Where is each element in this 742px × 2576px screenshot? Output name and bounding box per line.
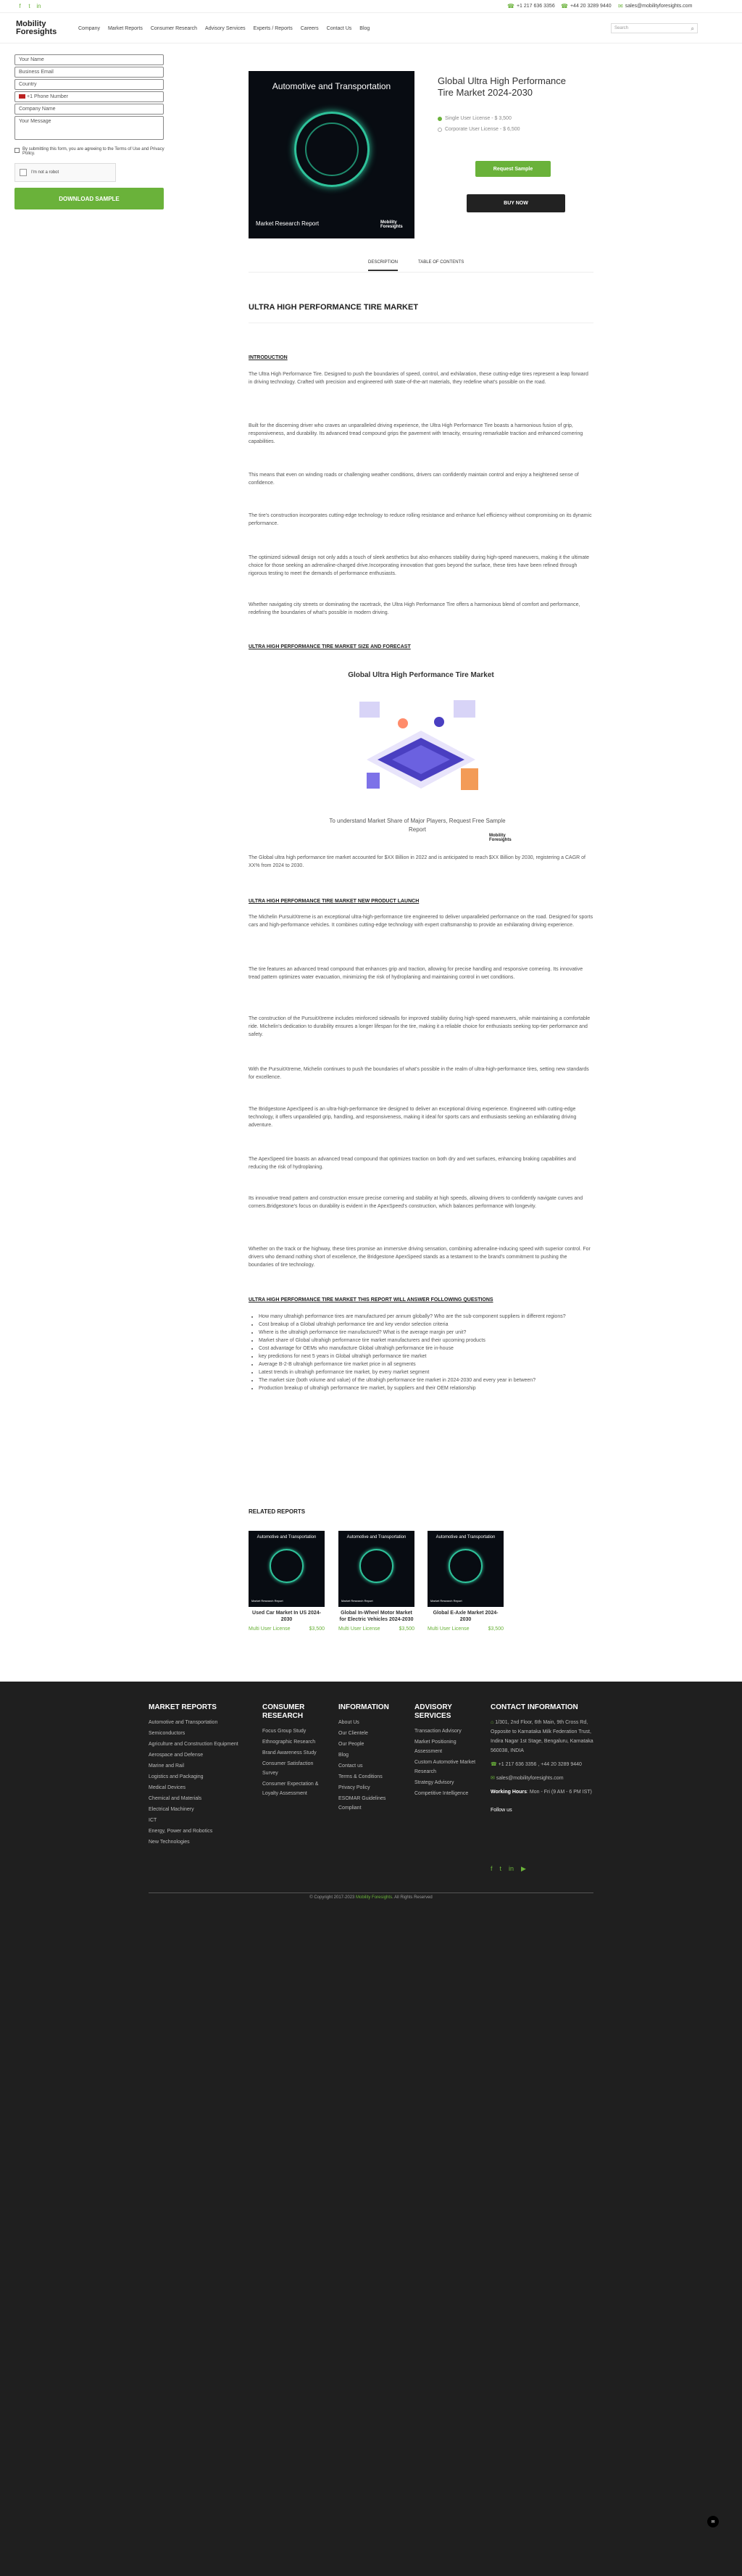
site-footer	[0, 1682, 742, 2576]
license-corporate-text: Corporate User License - $ 6,500	[445, 127, 520, 132]
facebook-icon[interactable]: f	[491, 1865, 493, 1872]
footer-link[interactable]: ESOMAR Guidelines Compliant	[338, 1796, 386, 1811]
launch-heading: ULTRA HIGH PERFORMANCE TIRE MARKET NEW PRODUCT LAUNCH	[249, 899, 420, 904]
list-item: • Average B-2-B ultrahigh performance tire market price in all segments	[259, 1361, 592, 1368]
product-title: Global Ultra High Performance Tire Market 2024-2030	[438, 75, 567, 98]
hours-label: Working Hours	[491, 1790, 528, 1795]
gauge-graphic	[270, 1549, 304, 1583]
footer-link[interactable]: ICT	[149, 1818, 157, 1823]
tab-table-of-contents[interactable]: TABLE OF CONTENTS	[418, 260, 464, 265]
phone-field[interactable]	[14, 91, 164, 102]
chat-icon: ✉	[711, 2519, 715, 2525]
footer-link[interactable]: Chemical and Materials	[149, 1796, 202, 1801]
footer-link[interactable]: Consumer Satisfaction Survey	[262, 1761, 314, 1776]
related-card[interactable]	[249, 1531, 325, 1632]
list-item: • The market size (both volume and value) of the ultrahigh performance tire market in 2024-2030 and every year in between?	[259, 1377, 592, 1384]
list-item: • key predictions for next 5 years in Global ultrahigh performance tire market	[259, 1353, 592, 1360]
launch-paragraph-3: The construction of the PursuitXtreme includes reinforced sidewalls for improved stability during high-speed maneuvers, while maintaining a comfortable ride. Michelin's dedication to durability ensures a longer lifespan for the tire, making it a reliable choice for enthusiasts seeking top-tier performance and safety.	[249, 1016, 591, 1037]
nav-item-careers[interactable]: Careers	[300, 26, 319, 31]
search-icon[interactable]: ⌕	[691, 25, 694, 32]
footer-market-reports	[149, 1703, 246, 1848]
related-card[interactable]	[338, 1531, 414, 1632]
illu-box-2	[367, 773, 380, 789]
request-sample-label: Request Sample	[493, 166, 533, 172]
footer-link[interactable]: Custom Automotive Market Research	[414, 1760, 476, 1774]
captcha-label: I'm not a robot	[31, 170, 59, 175]
country-field[interactable]: Country	[14, 79, 164, 90]
footer-heading: CONTACT INFORMATION	[491, 1703, 578, 1711]
logo-line2: Foresights	[16, 28, 57, 36]
illu-person-2	[434, 717, 444, 727]
intro-paragraph-3: This means that even on winding roads or challenging weather conditions, drivers can confidently maintain control and enjoy a heightened sense of confidence.	[249, 473, 579, 486]
site-logo[interactable]	[16, 20, 67, 42]
nav-item-market-reports[interactable]: Market Reports	[107, 26, 143, 31]
linkedin-icon[interactable]: in	[509, 1865, 514, 1872]
related-license: Multi User License	[428, 1626, 470, 1632]
footer-link[interactable]: Privacy Policy	[338, 1785, 370, 1790]
twitter-icon[interactable]: t	[499, 1865, 502, 1872]
launch-paragraph-5: The Bridgestone ApexSpeed is an ultra-high-performance tire designed to deliver an exceptional driving experience. Engineered with cutting-edge technology, it offers unparalleled grip, handling, and responsiveness, making it ideal for sports cars and enthusiasts seeking an exhilarating driving adventure.	[249, 1107, 577, 1128]
related-cover-footer: Market Research Report	[430, 1599, 462, 1603]
footer-heading: ADVISORY SERVICES	[414, 1703, 452, 1720]
related-cover-footer: Market Research Report	[251, 1599, 283, 1603]
copyright-pre: © Copyright 2017-2023	[309, 1895, 355, 1900]
consent-text: By submitting this form, you are agreeing to the Terms of Use and Privacy Policy.	[22, 147, 164, 156]
mail-icon: ✉	[618, 3, 623, 9]
license-single-text: Single User License - $ 3,500	[445, 116, 512, 121]
related-price: $3,500	[309, 1626, 325, 1632]
tab-description[interactable]: DESCRIPTION	[368, 260, 398, 271]
related-cover[interactable]	[338, 1531, 414, 1607]
phones-text: +1 217 636 3356 , +44 20 3289 9440	[498, 1762, 582, 1767]
chat-widget-button[interactable]	[707, 2516, 719, 2527]
footer-link[interactable]: Contact us	[338, 1763, 363, 1769]
illu-box	[461, 768, 478, 790]
launch-paragraph-4: With the PursuitXtreme, Michelin continues to push the boundaries of what's possible in the realm of ultra-high-performance tires, setting new standards for excellence.	[249, 1067, 589, 1080]
list-item: • How many ultrahigh performance tires are manufactured per annum globally? Who are the sub-component suppliers in different regions?	[259, 1313, 592, 1321]
related-title[interactable]: Global In-Wheel Motor Market for Electric Vehicles 2024-2030	[339, 1611, 414, 1622]
gauge-inner	[305, 122, 359, 176]
list-item: • Cost breakup of a Global ultrahigh performance tire and key vendor selection criteria	[259, 1321, 592, 1329]
watermark-line1: Mobility	[489, 834, 506, 838]
related-license: Multi User License	[338, 1626, 380, 1632]
nav-item-advisory[interactable]: Advisory Services	[205, 26, 246, 31]
phone-us-text: +1 217 636 3356	[516, 4, 555, 9]
footer-link[interactable]: About Us	[338, 1720, 359, 1725]
chart-watermark	[489, 834, 512, 842]
facebook-icon[interactable]: f	[19, 3, 21, 9]
copyright-post: . All Rights Reserved	[392, 1895, 433, 1900]
logo-line1: Mobility	[16, 20, 46, 28]
buy-now-button[interactable]: BUY NOW	[467, 194, 565, 212]
phone-placeholder: Phone Number	[33, 94, 69, 99]
footer-link[interactable]: Logistics and Packaging	[149, 1774, 204, 1779]
footer-link[interactable]: Competitive Intelligence	[414, 1791, 469, 1796]
email-field[interactable]: Business Email	[14, 67, 164, 78]
main-nav	[0, 13, 742, 43]
email-link[interactable]	[618, 3, 692, 9]
address-text: 1/301, 2nd Floor, 6th Main, 9th Cross Rd, Opposite to Karnataka Milk Federation Trust, Indira Nagar 1st Stage, Bengaluru, Karnataka 560038, INDIA	[491, 1720, 593, 1753]
list-item: • Latest trends in ultrahigh performance tire market, by every market segment	[259, 1369, 592, 1376]
footer-link[interactable]: Focus Group Study	[262, 1729, 307, 1734]
footer-link[interactable]: Market Positioning Assessment	[414, 1740, 457, 1754]
chart-title: Global Ultra High Performance Tire Market	[348, 671, 494, 679]
message-field[interactable]: Your Message	[14, 116, 164, 140]
footer-heading: INFORMATION	[338, 1703, 389, 1711]
phone-us[interactable]	[507, 3, 555, 9]
phone-icon: ☎	[561, 3, 568, 9]
footer-link[interactable]: Semiconductors	[149, 1731, 186, 1736]
copyright-brand[interactable]: Mobility Foresights	[356, 1895, 393, 1900]
footer-link[interactable]: Energy, Power and Robotics	[149, 1829, 213, 1834]
footer-information	[338, 1703, 404, 1814]
license-single[interactable]	[438, 116, 512, 121]
cover-logo-line2: Foresights	[380, 225, 403, 229]
related-title[interactable]: Global E-Axle Market 2024-2030	[433, 1611, 499, 1622]
footer-link[interactable]: Our Clientele	[338, 1731, 368, 1736]
related-cover-footer: Market Research Report	[341, 1599, 373, 1603]
related-cover[interactable]	[249, 1531, 325, 1607]
copyright	[0, 1895, 742, 1900]
related-cover[interactable]	[428, 1531, 504, 1607]
follow-us: Follow us	[491, 1808, 512, 1813]
illu-panel-left	[359, 702, 380, 718]
illu-panel-right	[454, 700, 475, 718]
footer-link[interactable]: Transaction Advisory	[414, 1729, 462, 1734]
footer-link[interactable]: Aerospace and Defense	[149, 1753, 204, 1758]
questions-heading: ULTRA HIGH PERFORMANCE TIRE MARKET THIS REPORT WILL ANSWER FOLLOWING QUESTIONS	[249, 1297, 493, 1302]
intro-paragraph-2: Built for the discerning driver who craves an unparalleled driving experience, the Ultra High Performance Tire boasts a harmonious fusion of grip, responsiveness, and durability. Its advanced tread compound grips the pavement with tenacity, ensuring remarkable traction and enhanced cornering capabilities.	[249, 423, 583, 444]
footer-heading: CONSUMER RESEARCH	[262, 1703, 305, 1720]
footer-link[interactable]: Electrical Machinery	[149, 1807, 194, 1812]
launch-paragraph-6: The ApexSpeed tire boasts an advanced tread compound that optimizes traction on both dry and wet surfaces, enhancing braking capabilities and reducing the risk of hydroplaning.	[249, 1157, 576, 1170]
related-card[interactable]	[428, 1531, 504, 1632]
launch-paragraph-7: Its innovative tread pattern and construction ensure precise cornering and stability at high speeds, allowing drivers to confidently navigate curves and corners.Bridgestone's focus on durability is evident in the ApexSpeed's construction, which balances performance with longevity.	[249, 1196, 583, 1209]
related-cover-title: Automotive and Transportation	[435, 1535, 496, 1540]
footer-phones[interactable]	[491, 1760, 596, 1769]
phone-uk-text: +44 20 3289 9440	[570, 4, 612, 9]
phone-icon: ☎	[507, 3, 514, 9]
request-sample-button[interactable]	[475, 161, 551, 177]
tab-divider	[249, 272, 593, 273]
report-cover	[249, 71, 414, 238]
footer-link[interactable]: New Technologies	[149, 1840, 190, 1845]
related-title[interactable]: Used Car Market In US 2024-2030	[252, 1611, 321, 1622]
footer-link[interactable]: Marine and Rail	[149, 1763, 185, 1769]
footer-link[interactable]: Ethnographic Research	[262, 1740, 316, 1745]
consent-checkbox[interactable]	[14, 147, 167, 156]
nav-item-consumer-research[interactable]: Consumer Research	[150, 26, 198, 31]
footer-link[interactable]: Terms & Conditions	[338, 1774, 383, 1779]
phone-icon: ☎	[491, 1762, 497, 1767]
footer-social	[491, 1865, 526, 1873]
launch-paragraph-1: The Michelin PursuitXtreme is an exceptional ultra-high-performance tire engineered to deliver unparalleled performance on the road. Designed for sports cars and high-performance vehicles. It combines cutting-edge technology with expert craftsmanship to provide an exhilarating driving experience.	[249, 915, 593, 928]
launch-paragraph-2: The tire features an advanced tread compound that enhances grip and traction, allowing for precise handling and responsive cornering. Its innovative tread pattern optimizes water evacuation, minimizing the risk of hydroplaning and maintaining control in wet conditions.	[249, 967, 583, 980]
nav-item-contact[interactable]: Contact Us	[326, 26, 352, 31]
footer-divider	[149, 1892, 593, 1893]
checkbox-icon[interactable]	[14, 148, 20, 153]
footer-consumer	[262, 1703, 328, 1800]
search-input[interactable]	[611, 23, 698, 33]
twitter-icon[interactable]: t	[28, 3, 30, 9]
chart-caption: To understand Market Share of Major Players, Request Free Sample Report	[329, 818, 506, 833]
hours-text: : Mon - Fri (9 AM - 6 PM IST)	[527, 1790, 592, 1795]
related-license: Multi User License	[249, 1626, 291, 1632]
launch-paragraph-8: Whether on the track or the highway, these tires promise an immersive driving sensation, combining adrenaline-inducing speed with superior control. For drivers who demand nothing short of excellence, the Bridgestone ApexSpeed stands as a testament to the brand's commitment to pushing the boundaries of tire technology.	[249, 1247, 591, 1268]
cover-footer: Market Research Report	[256, 220, 320, 227]
intro-paragraph-4: The tire's construction incorporates cutting-edge technology to reduce rolling resistance and enhance fuel efficiency without compromising on its dynamic performance.	[249, 513, 592, 526]
report-tabs	[357, 258, 488, 273]
footer-hours	[491, 1787, 596, 1797]
nav-menu	[78, 26, 378, 31]
nav-item-experts[interactable]: Experts / Reports	[253, 26, 293, 31]
cover-logo-line1: Mobility	[380, 220, 397, 225]
nav-item-blog[interactable]: Blog	[359, 26, 370, 31]
intro-paragraph-1: The Ultra High Performance Tire. Designed to push the boundaries of speed, control, and exhilaration, these cutting-edge tires represent a leap forward in driving technology. Crafted with precision and engineered with state-of-the-art materials, they redefine what's possible on the road.	[249, 372, 588, 385]
footer-advisory	[414, 1703, 480, 1800]
watermark-line2: Foresights	[489, 838, 512, 842]
intro-paragraph-6: Whether navigating city streets or dominating the racetrack, the Ultra High Performance Tire offers a harmonious blend of comfort and performance, redefining the boundaries of what's possible in modern driving.	[249, 602, 580, 615]
top-bar	[0, 0, 742, 13]
footer-link[interactable]: Strategy Advisory	[414, 1780, 454, 1785]
footer-link[interactable]: Consumer Expectation & Loyalty Assessment	[262, 1782, 319, 1796]
nav-item-company[interactable]: Company	[78, 26, 100, 31]
email-text: sales@mobilityforesights.com	[496, 1776, 564, 1781]
captcha-checkbox[interactable]	[20, 169, 27, 176]
footer-link[interactable]: Blog	[338, 1753, 349, 1758]
radio-icon[interactable]	[438, 128, 442, 132]
sample-form	[14, 54, 164, 209]
market-illustration	[345, 687, 497, 803]
list-item: • Cost advantage for OEMs who manufacture Global ultrahigh performance tire in-house	[259, 1345, 592, 1353]
footer-link[interactable]: Brand Awareness Study	[262, 1750, 317, 1756]
list-item: • Market share of Global ultrahigh performance tire market manufacturers and their upcoming products	[259, 1337, 592, 1345]
footer-address	[491, 1718, 596, 1756]
questions-list	[259, 1313, 592, 1393]
email-text: sales@mobilityforesights.com	[625, 4, 693, 9]
location-icon: ⌂	[491, 1720, 494, 1725]
size-paragraph: The Global ultra high performance tire market accounted for $XX Billion in 2022 and is anticipated to reach $XX Billion by 2030, registering a CAGR of XX% from 2024 to 2030.	[249, 855, 585, 868]
youtube-icon[interactable]: ▶	[521, 1865, 526, 1872]
mail-icon: ✉	[491, 1776, 495, 1781]
related-price: $3,500	[488, 1626, 504, 1632]
phone-uk[interactable]	[561, 3, 612, 9]
footer-heading: MARKET REPORTS	[149, 1703, 217, 1711]
article-title: ULTRA HIGH PERFORMANCE TIRE MARKET	[249, 303, 419, 312]
linkedin-icon[interactable]: in	[36, 3, 41, 9]
footer-email[interactable]	[491, 1774, 596, 1783]
cover-title: Automotive and Transportation	[272, 81, 391, 91]
phone-prefix: +1	[27, 94, 33, 99]
related-cover-title: Automotive and Transportation	[346, 1535, 407, 1540]
list-item: • Where is the ultrahigh performance tire manufactured? What is the average margin per unit?	[259, 1329, 592, 1337]
company-field[interactable]: Company Name	[14, 104, 164, 115]
related-heading: RELATED REPORTS	[249, 1508, 306, 1515]
footer-link[interactable]: Automotive and Transportation	[149, 1720, 218, 1725]
search-placeholder: Search	[614, 26, 629, 30]
gauge-graphic	[449, 1549, 483, 1583]
related-price: $3,500	[399, 1626, 414, 1632]
intro-paragraph-5: The optimized sidewall design not only adds a touch of sleek aesthetics but also enhances stability during high-speed maneuvers, making it the ultimate choice for those seeking an adrenaline-charged drive.Incorporating innovation that goes beyond the surface, these tires have been refined through rigorous testing to meet the demands of performance enthusiasts.	[249, 555, 590, 576]
gauge-graphic	[359, 1549, 393, 1583]
license-corporate[interactable]	[438, 127, 520, 132]
related-cover-title: Automotive and Transportation	[257, 1535, 317, 1540]
radio-icon[interactable]	[438, 117, 442, 121]
captcha[interactable]	[14, 163, 116, 182]
footer-contact	[491, 1703, 596, 1816]
size-heading: ULTRA HIGH PERFORMANCE TIRE MARKET SIZE AND FORECAST	[249, 644, 411, 649]
list-item: • Production breakup of ultrahigh performance tire market, by suppliers and their OEM relationship	[259, 1385, 592, 1392]
footer-link[interactable]: Agriculture and Construction Equipment	[149, 1742, 238, 1747]
intro-heading: INTRODUCTION	[249, 355, 288, 360]
download-sample-button[interactable]: DOWNLOAD SAMPLE	[14, 188, 164, 209]
cover-logo	[380, 220, 403, 229]
illu-person	[398, 718, 408, 728]
footer-link[interactable]: Medical Devices	[149, 1785, 186, 1790]
name-field[interactable]: Your Name	[14, 54, 164, 65]
footer-link[interactable]: Our People	[338, 1742, 364, 1747]
flag-icon[interactable]	[19, 94, 25, 99]
